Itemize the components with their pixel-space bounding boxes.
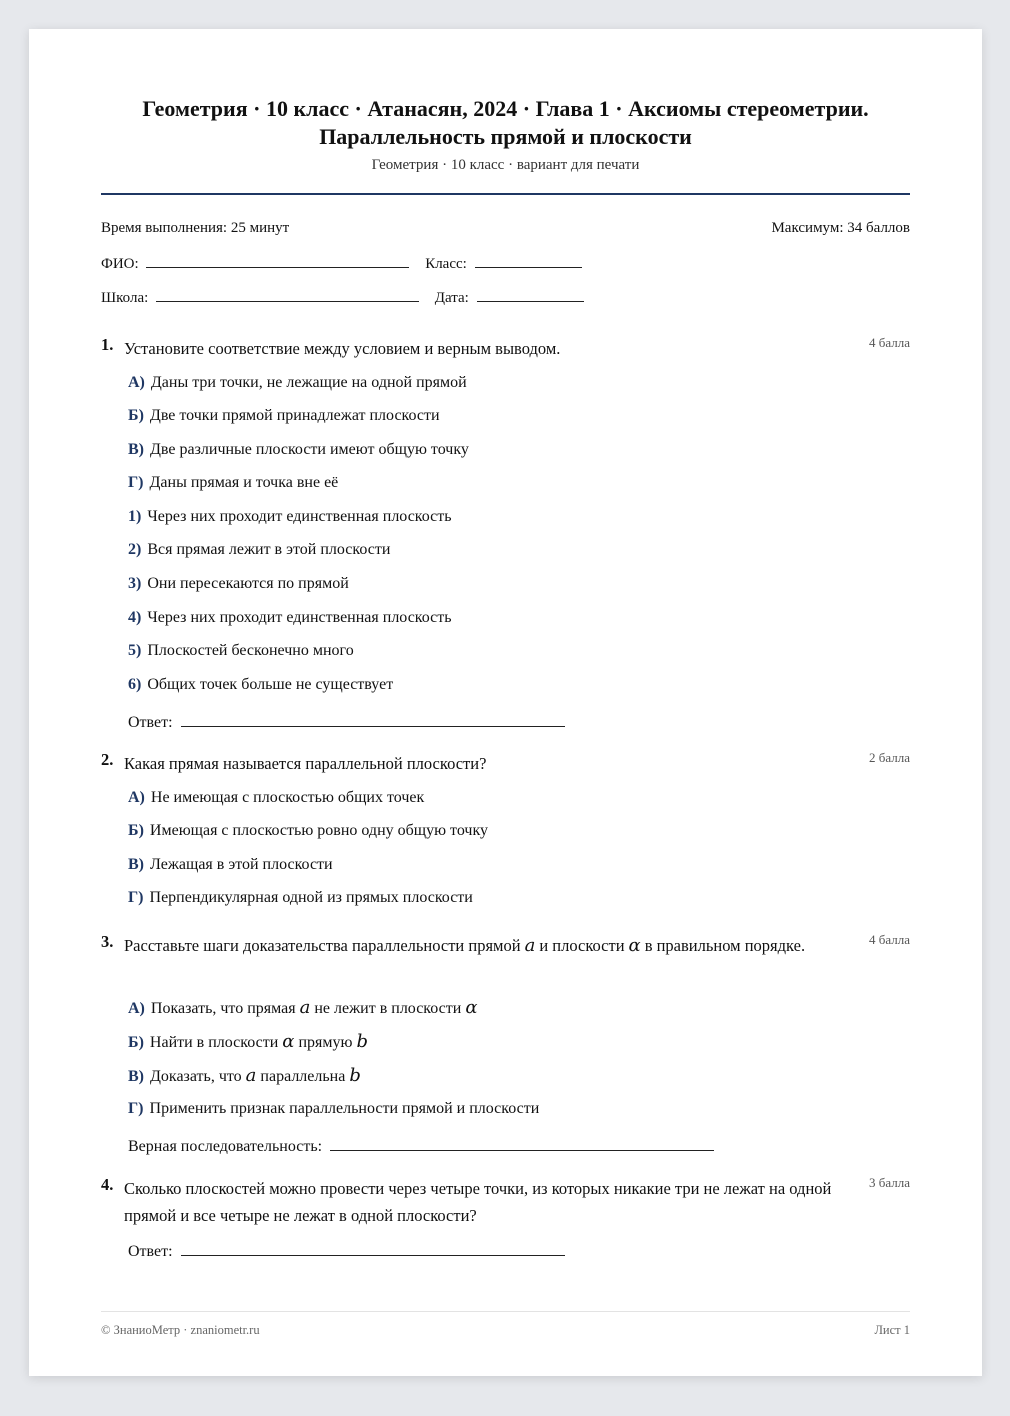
answer-label: Ответ: <box>128 1243 173 1260</box>
student-row <box>101 253 910 273</box>
option-item: Б) Имеющая с плоскостью ровно одну общую точку <box>128 822 489 839</box>
option-item: Г) Даны прямая и точка вне её <box>128 474 339 491</box>
question-number: 1. <box>101 335 114 354</box>
title-line-2: Параллельность прямой и плоскости <box>319 124 692 149</box>
option-item: 3) Они пересекаются по прямой <box>128 575 349 592</box>
question-points: 4 балла <box>869 932 910 947</box>
question-number: 4. <box>101 1175 114 1194</box>
page-subtitle: Геометрия · 10 класс · вариант для печати <box>371 157 640 173</box>
option-item: Б) Найти в плоскости α прямую b <box>128 1031 368 1052</box>
option-item: 6) Общих точек больше не существует <box>128 676 394 693</box>
question-1 <box>101 335 910 362</box>
class-field[interactable] <box>475 253 582 268</box>
footer-copyright: © ЗнаниоМетр · znaniometr.ru <box>101 1323 260 1337</box>
answer-field[interactable] <box>181 710 565 727</box>
question-text: Сколько плоскостей можно провести через четыре точки, из которых никакие три не лежат на одной прямой и все четыре не лежат в одной плоскости? <box>124 1179 832 1225</box>
page-footer <box>101 1323 910 1338</box>
option-item: Г) Применить признак параллельности прямой и плоскости <box>128 1100 540 1117</box>
question-2 <box>101 750 910 777</box>
time-limit: Время выполнения: 25 минут <box>101 220 290 236</box>
option-item: В) Доказать, что a параллельна b <box>128 1065 361 1086</box>
option-item: 4) Через них проходит единственная плоскость <box>128 609 452 626</box>
var-a: a <box>524 935 536 956</box>
option-item: В) Две различные плоскости имеют общую точку <box>128 441 469 458</box>
answer-row <box>128 710 565 732</box>
option-item: А) Даны три точки, не лежащие на одной прямой <box>128 374 467 391</box>
answer-field[interactable] <box>181 1239 565 1256</box>
answer-label: Ответ: <box>128 714 173 731</box>
answer-label: Верная последовательность: <box>128 1138 323 1155</box>
footer-divider <box>101 1311 910 1312</box>
option-item: Б) Две точки прямой принадлежат плоскости <box>128 407 440 424</box>
var-alpha: α <box>628 935 641 956</box>
question-number: 3. <box>101 932 114 951</box>
question-points: 4 балла <box>869 335 910 350</box>
question-text: Установите соответствие между условием и верным выводом. <box>124 339 561 358</box>
date-label: Дата: <box>434 290 469 306</box>
option-item: 5) Плоскостей бесконечно много <box>128 642 354 659</box>
question-text: Какая прямая называется параллельной плоскости? <box>124 754 487 773</box>
worksheet-page <box>29 29 982 1376</box>
question-points: 2 балла <box>869 750 910 765</box>
option-item: В) Лежащая в этой плоскости <box>128 856 333 873</box>
option-item: Г) Перпендикулярная одной из прямых плоскости <box>128 889 473 906</box>
question-number: 2. <box>101 750 114 769</box>
question-4 <box>101 1175 910 1229</box>
sheet-number: Лист 1 <box>874 1323 910 1337</box>
max-score: Максимум: 34 баллов <box>771 220 910 236</box>
time-row <box>101 220 910 237</box>
fio-field[interactable] <box>146 253 409 268</box>
question-3 <box>101 932 910 959</box>
school-row <box>101 287 910 307</box>
header-divider <box>101 193 910 195</box>
answer-row <box>128 1134 714 1156</box>
sequence-field[interactable] <box>330 1134 714 1151</box>
answer-row <box>128 1239 565 1261</box>
fio-label: ФИО: <box>101 256 139 272</box>
page-title <box>101 95 910 151</box>
option-item: 2) Вся прямая лежит в этой плоскости <box>128 541 391 558</box>
option-item: 1) Через них проходит единственная плоскость <box>128 508 452 525</box>
date-field[interactable] <box>477 287 584 302</box>
class-label: Класс: <box>425 256 467 272</box>
title-line-1: Геометрия · 10 класс · Атанасян, 2024 · Глава 1 · Аксиомы стереометрии. <box>142 96 869 121</box>
school-field[interactable] <box>156 287 419 302</box>
school-label: Школа: <box>101 290 149 306</box>
question-text: Расставьте шаги доказательства параллельности прямой a и плоскости α в правильном порядке. <box>124 935 806 956</box>
question-points: 3 балла <box>869 1175 910 1190</box>
option-item: А) Показать, что прямая a не лежит в плоскости α <box>128 997 478 1018</box>
option-item: А) Не имеющая с плоскостью общих точек <box>128 789 425 806</box>
